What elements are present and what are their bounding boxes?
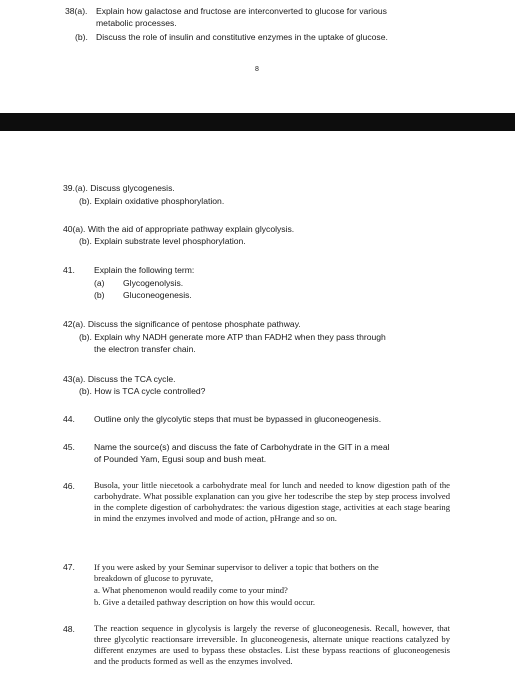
question-38a-line2: metabolic processes. [96,18,177,28]
question-48-number: 48. [63,624,75,634]
question-47-line1: If you were asked by your Seminar supervisor to deliver a topic that bothers on the [94,562,379,572]
question-45-number: 45. [63,442,75,452]
page-divider-band [0,113,515,131]
question-42b-line1: (b). Explain why NADH generate more ATP than FADH2 when they pass through [79,332,386,342]
question-41-text: Explain the following term: [94,265,195,275]
question-46-number: 46. [63,481,75,491]
question-47-a: a. What phenomenon would readily come to your mind? [94,585,288,595]
question-38b-label: (b). [75,32,88,42]
question-48-text: The reaction sequence in glycolysis is largely the reverse of gluconeogenesis. Recall, however, that three glycolytic reactionsare irreversible. In gluconeogenesis, alternate unique reactions catalyzed by different enzymes are used to bypass these obstacles. List these bypass reactions of gluconeogenesis and the products formed as well as the enzymes involved. [94,623,450,666]
question-47-line2: breakdown of glucose to pyruvate, [94,573,214,583]
question-38a-label: 38(a). [65,6,88,16]
question-47-b: b. Give a detailed pathway description on how this would occur. [94,597,315,607]
page-number: 8 [255,66,259,73]
question-43a: 43(a). Discuss the TCA cycle. [63,374,176,384]
question-38a-line1: Explain how galactose and fructose are interconverted to glucose for various [96,6,387,16]
question-47-number: 47. [63,562,75,572]
question-42b-line2: the electron transfer chain. [94,344,196,354]
question-41-number: 41. [63,265,75,275]
question-44-text: Outline only the glycolytic steps that must be bypassed in gluconeogenesis. [94,414,382,424]
question-39a: 39.(a). Discuss glycogenesis. [63,183,175,193]
question-46-text: Busola, your little niecetook a carbohydrate meal for lunch and needed to know digestion path of the carbohydrate. What possible explanation can you give her todescribe the step by step process involved in the complete digestion of carbohydrates: the various digestion stage, activities at each stage bearing in mind the enzymes involved and mode of action, pHrange and so on. [94,480,450,523]
question-45-line2: of Pounded Yam, Egusi soup and bush meat. [94,454,267,464]
question-43b: (b). How is TCA cycle controlled? [79,386,206,396]
question-45-line1: Name the source(s) and discuss the fate of Carbohydrate in the GIT in a meal [94,442,390,452]
page-top-section [0,0,515,113]
question-41-a-label: (a) [94,278,105,288]
question-41-a-text: Glycogenolysis. [123,278,184,288]
question-40a: 40(a). With the aid of appropriate pathway explain glycolysis. [63,224,295,234]
question-39b: (b). Explain oxidative phosphorylation. [79,196,225,206]
question-41-b-label: (b) [94,290,105,300]
question-40b: (b). Explain substrate level phosphorylation. [79,236,246,246]
question-44-number: 44. [63,414,75,424]
question-38b-text: Discuss the role of insulin and constitutive enzymes in the uptake of glucose. [96,32,388,42]
question-42a: 42(a). Discuss the significance of pentose phosphate pathway. [63,319,301,329]
question-41-b-text: Gluconeogenesis. [123,290,192,300]
